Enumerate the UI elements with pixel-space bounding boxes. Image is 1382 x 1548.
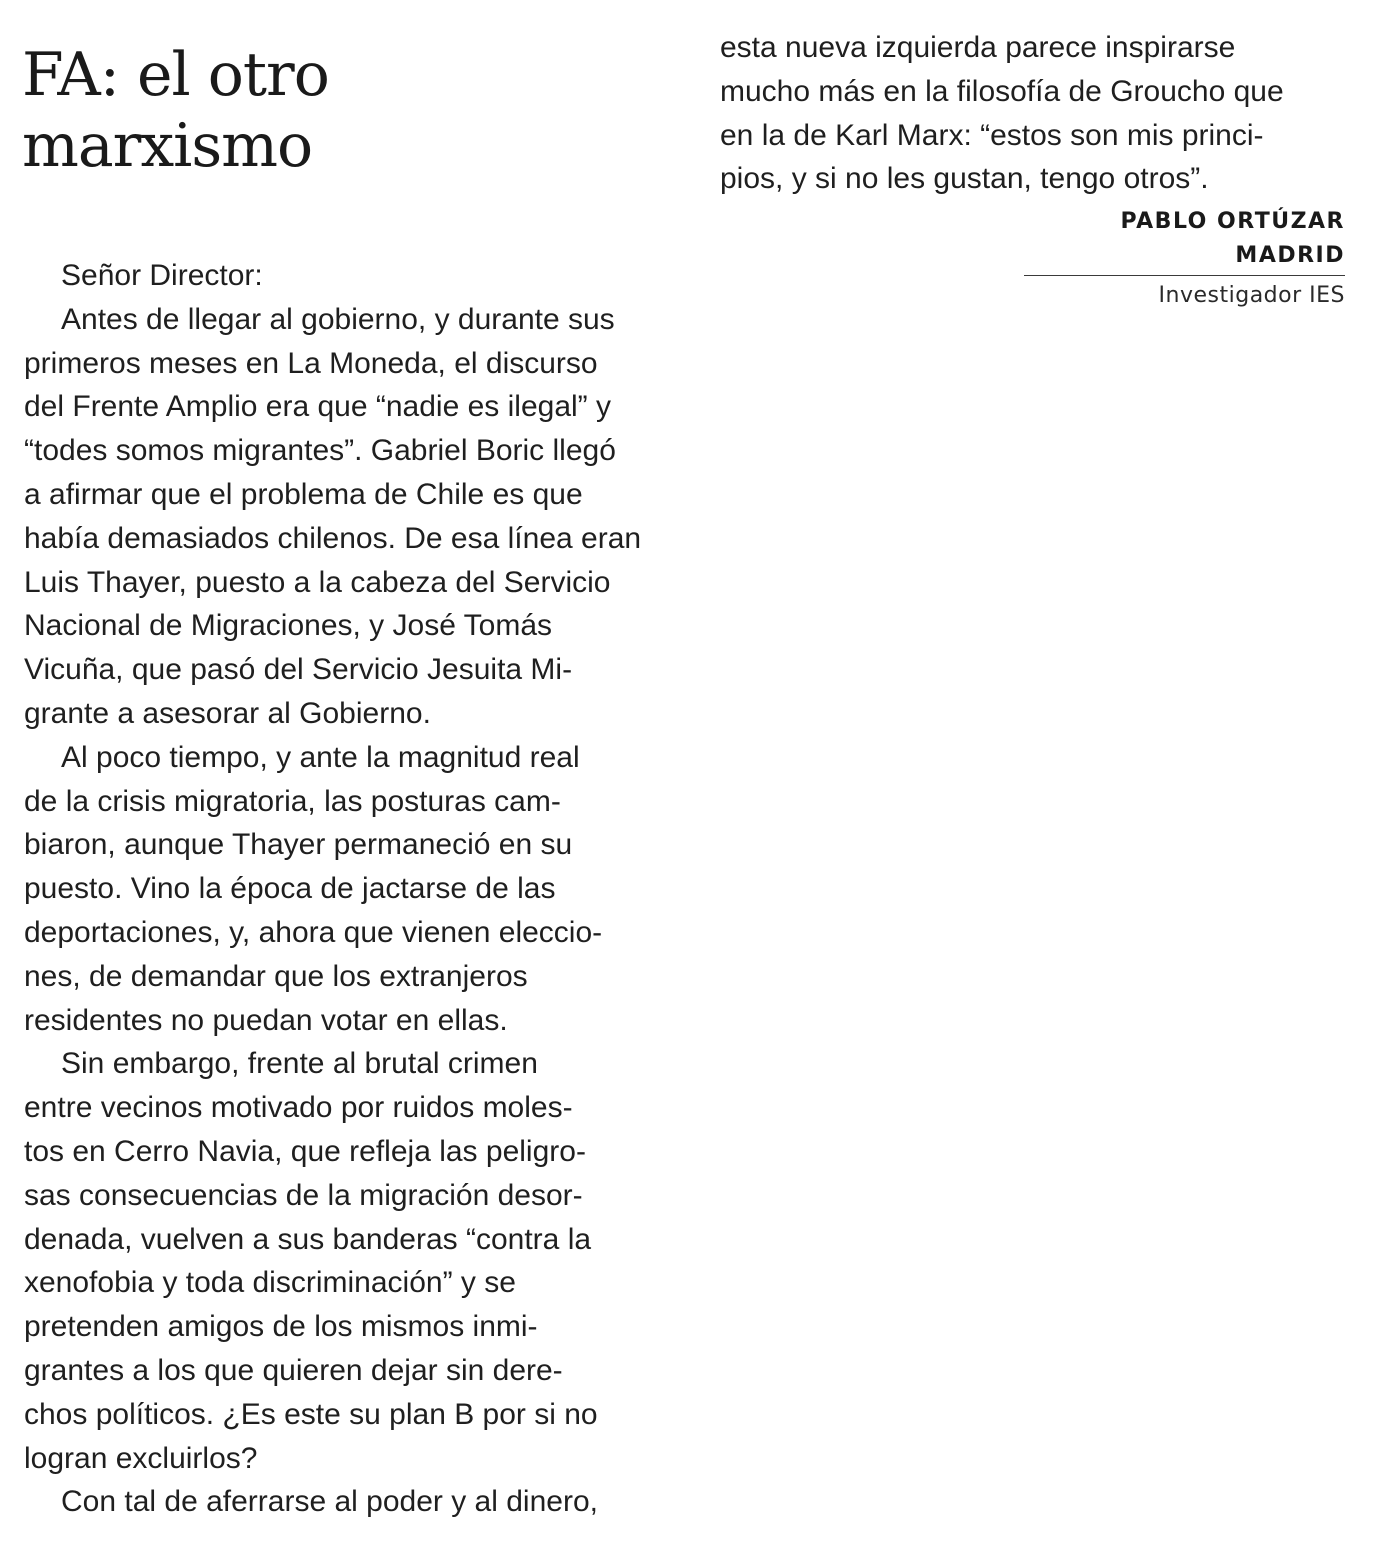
body-line: Sin embargo, frente al brutal crimen xyxy=(61,1047,538,1081)
body-line: deportaciones, y, ahora que vienen eleccio- xyxy=(24,915,603,949)
body-line: Vicuña, que pasó del Servicio Jesuita Mi- xyxy=(24,653,573,687)
body-line: logran excluirlos? xyxy=(24,1441,258,1475)
body-line: había demasiados chilenos. De esa línea eran xyxy=(24,521,642,555)
body-line: “todes somos migrantes”. Gabriel Boric llegó xyxy=(24,434,616,468)
body-line: entre vecinos motivado por ruidos moles- xyxy=(24,1091,573,1125)
headline xyxy=(22,40,662,182)
body-line: del Frente Amplio era que “nadie es ilegal” y xyxy=(24,390,611,424)
body-line: sas consecuencias de la migración desor- xyxy=(24,1178,583,1212)
body-line: pretenden amigos de los mismos inmi- xyxy=(24,1310,538,1344)
body-line: residentes no puedan votar en ellas. xyxy=(24,1003,508,1037)
body-line: puesto. Vino la época de jactarse de las xyxy=(24,872,556,906)
signature-block xyxy=(1024,205,1345,316)
body-line: en la de Karl Marx: “estos son mis princi- xyxy=(720,118,1264,152)
body-line: a afirmar que el problema de Chile es que xyxy=(24,477,583,511)
letter-body-right-column xyxy=(720,26,1350,201)
body-line: esta nueva izquierda parece inspirarse xyxy=(720,31,1236,64)
salutation: Señor Director: xyxy=(61,259,263,292)
body-line: Nacional de Migraciones, y José Tomás xyxy=(24,609,553,643)
body-line: grante a asesorar al Gobierno. xyxy=(24,696,431,730)
body-line: Al poco tiempo, y ante la magnitud real xyxy=(61,740,580,774)
body-line: primeros meses en La Moneda, el discurso xyxy=(24,346,598,380)
author-role: Investigador IES xyxy=(1158,283,1345,308)
body-line: Con tal de aferrarse al poder y al dinero, xyxy=(61,1485,598,1519)
body-line: denada, vuelven a sus banderas “contra la xyxy=(24,1222,592,1256)
body-line: nes, de demandar que los extranjeros xyxy=(24,959,528,993)
body-line: grantes a los que quieren dejar sin dere- xyxy=(24,1353,563,1387)
body-line: Antes de llegar al gobierno, y durante sus xyxy=(61,302,615,336)
body-line: pios, y si no les gustan, tengo otros”. xyxy=(720,162,1209,196)
letter-body-left-column xyxy=(24,254,664,1524)
body-line: xenofobia y toda discriminación” y se xyxy=(24,1266,516,1300)
headline-line-2: marxismo xyxy=(22,111,313,181)
headline-line-1: FA: el otro xyxy=(22,40,329,110)
body-line: chos políticos. ¿Es este su plan B por si no xyxy=(24,1397,598,1431)
author-name: PABLO ORTÚZAR MADRID xyxy=(1024,205,1345,276)
body-line: de la crisis migratoria, las posturas cam- xyxy=(24,784,561,818)
body-line: tos en Cerro Navia, que refleja las peligro- xyxy=(24,1134,586,1168)
body-line: biaron, aunque Thayer permaneció en su xyxy=(24,828,573,862)
body-line: mucho más en la filosofía de Groucho que xyxy=(720,74,1284,108)
body-line: Luis Thayer, puesto a la cabeza del Servicio xyxy=(24,565,611,599)
